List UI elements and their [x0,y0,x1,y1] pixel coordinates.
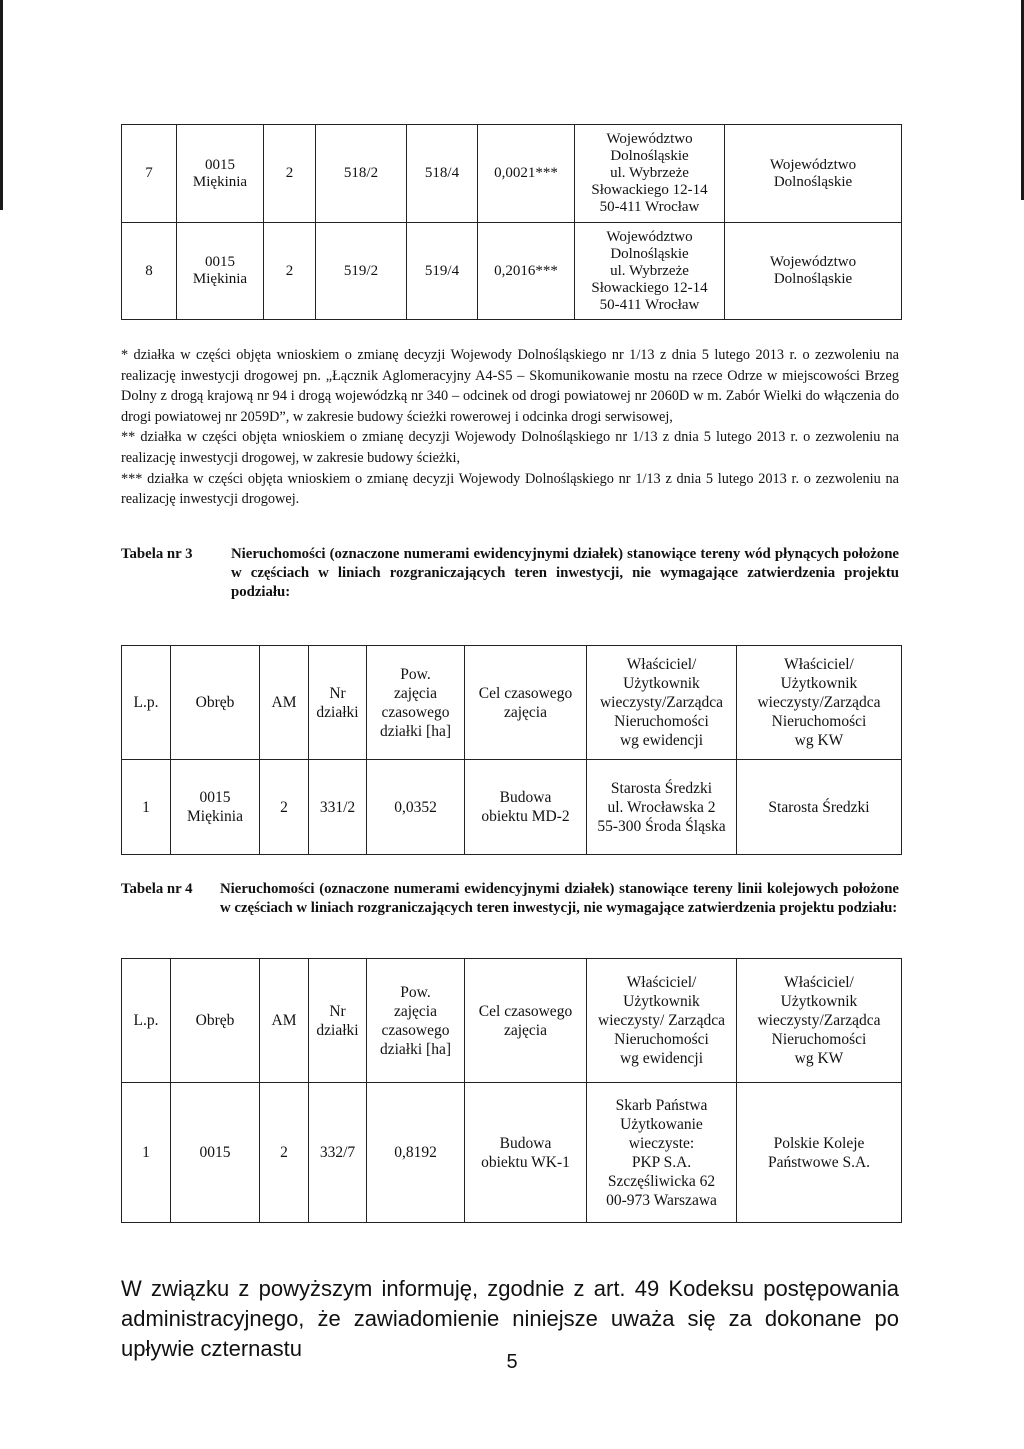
owner-registry-cell: Starosta Średzki ul. Wrocławska 2 55-300 Środa Śląska [587,760,737,855]
obreb-cell: 0015 Miękinia [177,223,264,320]
table-row [122,125,902,223]
parcel-after-cell: 518/4 [407,125,478,223]
area-cell: 0,0352 [367,760,465,855]
area-cell: 0,8192 [367,1083,465,1223]
header-nr: Nr działki [309,646,367,760]
table3-label: Tabela nr 3 [121,546,193,562]
header-obreb: Obręb [171,959,260,1083]
obreb-cell: 0015 [171,1083,260,1223]
table4-label: Tabela nr 4 [121,881,193,897]
header-am: AM [260,959,309,1083]
nr-cell: 332/7 [309,1083,367,1223]
parcel-after-cell: 519/4 [407,223,478,320]
water-parcels-table [121,645,902,855]
footnote-single-star: * działka w części objęta wnioskiem o zmianę decyzji Wojewody Dolnośląskiego nr 1/13 z dnia 5 lutego 2013 r. o zezwoleniu na realizację inwestycji drogowej pn. „Łącznik Aglomeracyjny A4-S5 – Skomunikowanie mostu na rzece Odrze w miejscowości Brzeg Dolny z drogą krajową nr 94 i drogą wojewódzką nr 340 – odcinek od drogi powiatowej nr 2060D w m. Zabór Wielki do włączenia do drogi powiatowej nr 2059D”, w zakresie budowy ścieżki rowerowej i odcinka drogi serwisowej, [121,347,899,425]
lp-cell: 7 [122,125,177,223]
header-pow: Pow. zajęcia czasowego działki [ha] [367,959,465,1083]
owner-registry-cell: Województwo Dolnośląskie ul. Wybrzeże Słowackiego 12-14 50-411 Wrocław [575,125,725,223]
table-header-row [122,646,902,760]
header-cel: Cel czasowego zajęcia [465,959,587,1083]
owner-kw-cell: Polskie Koleje Państwowe S.A. [737,1083,902,1223]
footnote-triple-star: *** działka w części objęta wnioskiem o zmianę decyzji Wojewody Dolnośląskiego nr 1/13 z dnia 5 lutego 2013 r. o zezwoleniu na realizację inwestycji drogowej. [121,470,899,508]
am-cell: 2 [260,1083,309,1223]
header-nr: Nr działki [309,959,367,1083]
header-cel: Cel czasowego zajęcia [465,646,587,760]
parcel-before-cell: 519/2 [316,223,407,320]
owner-kw-cell: Województwo Dolnośląskie [725,223,902,320]
header-pow: Pow. zajęcia czasowego działki [ha] [367,646,465,760]
header-lp: L.p. [122,646,171,760]
table-row [122,223,902,320]
table-row [122,1083,902,1223]
railway-parcels-table [121,958,902,1223]
footnotes [121,345,899,510]
header-am: AM [260,646,309,760]
table3-caption [121,545,899,602]
obreb-cell: 0015 Miękinia [177,125,264,223]
am-cell: 2 [260,760,309,855]
lp-cell: 1 [122,760,171,855]
am-cell: 2 [264,125,316,223]
table-header-row [122,959,902,1083]
header-owner-kw: Właściciel/ Użytkownik wieczysty/Zarządca Nieruchomości wg KW [737,646,902,760]
lp-cell: 1 [122,1083,171,1223]
header-owner-registry: Właściciel/ Użytkownik wieczysty/ Zarządca Nieruchomości wg ewidencji [587,959,737,1083]
owner-kw-cell: Starosta Średzki [737,760,902,855]
owner-registry-cell: Skarb Państwa Użytkowanie wieczyste: PKP S.A. Szczęśliwicka 62 00-973 Warszawa [587,1083,737,1223]
parcel-table-continued [121,124,902,320]
purpose-cell: Budowa obiektu MD-2 [465,760,587,855]
area-cell: 0,0021*** [478,125,575,223]
owner-kw-cell: Województwo Dolnośląskie [725,125,902,223]
parcel-before-cell: 518/2 [316,125,407,223]
am-cell: 2 [264,223,316,320]
obreb-cell: 0015 Miękinia [171,760,260,855]
scan-edge-left [0,0,3,210]
header-lp: L.p. [122,959,171,1083]
page-number: 5 [506,1351,518,1373]
header-obreb: Obręb [171,646,260,760]
table4-caption [121,880,899,918]
area-cell: 0,2016*** [478,223,575,320]
owner-registry-cell: Województwo Dolnośląskie ul. Wybrzeże Słowackiego 12-14 50-411 Wrocław [575,223,725,320]
footnote-double-star: ** działka w części objęta wnioskiem o zmianę decyzji Wojewody Dolnośląskiego nr 1/13 z dnia 5 lutego 2013 r. o zezwoleniu na realizację inwestycji drogowej, w zakresie budowy ścieżki, [121,429,899,466]
lp-cell: 8 [122,223,177,320]
table4-caption-text: Nieruchomości (oznaczone numerami ewidencyjnymi działek) stanowiące tereny linii kolejowych położone w częściach w liniach rozgraniczających teren inwestycji, nie wymagające zatwierdzenia projektu podziału: [220,881,899,916]
header-owner-registry: Właściciel/ Użytkownik wieczysty/Zarządca Nieruchomości wg ewidencji [587,646,737,760]
table3-caption-text: Nieruchomości (oznaczone numerami ewidencyjnymi działek) stanowiące tereny wód płynących położone w częściach w liniach rozgraniczających teren inwestycji, nie wymagające zatwierdzenia projektu podziału: [231,546,899,600]
table-row [122,760,902,855]
closing-paragraph: W związku z powyższym informuję, zgodnie z art. 49 Kodeksu postępowania administracyjnego, że zawiadomienie niniejsze uważa się za dokonane po upływie czternastu [121,1276,899,1361]
nr-cell: 331/2 [309,760,367,855]
purpose-cell: Budowa obiektu WK-1 [465,1083,587,1223]
header-owner-kw: Właściciel/ Użytkownik wieczysty/Zarządca Nieruchomości wg KW [737,959,902,1083]
